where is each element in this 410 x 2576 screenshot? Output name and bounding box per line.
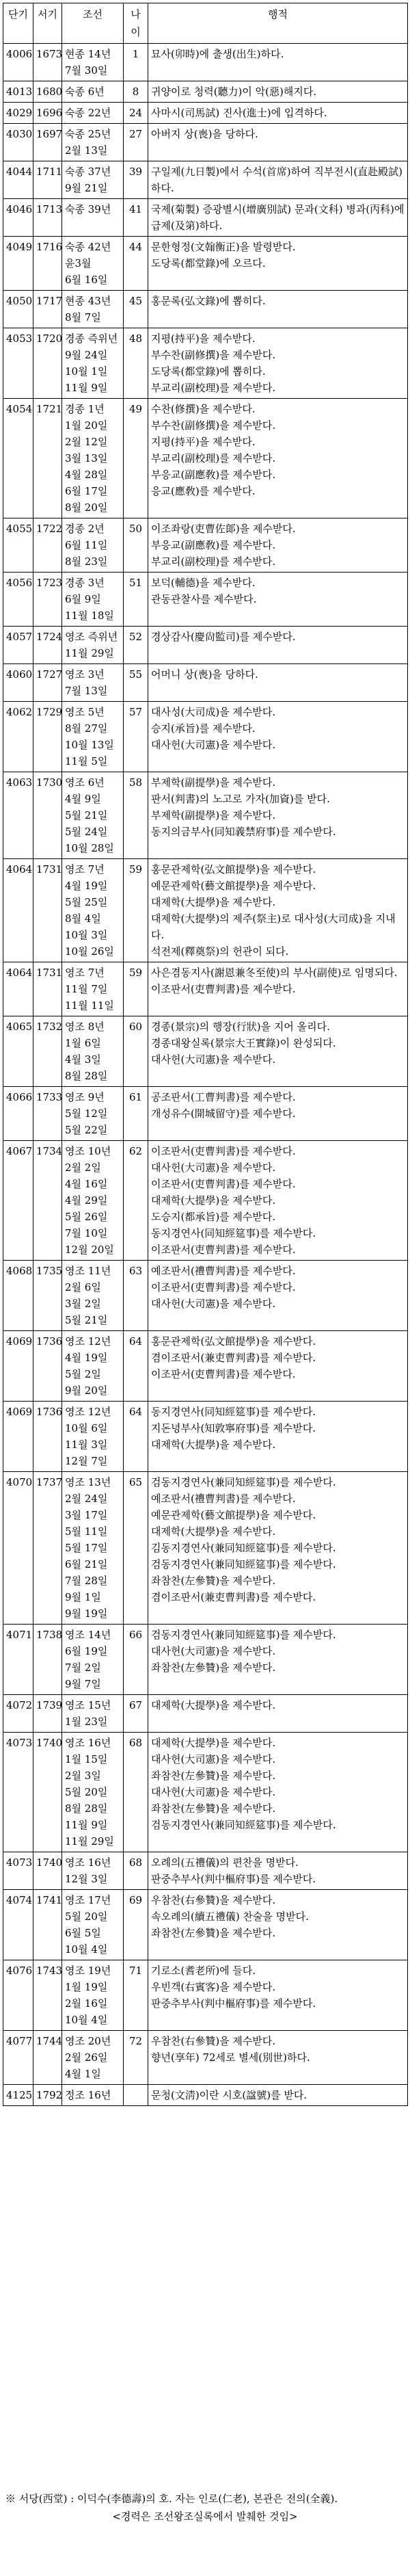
cell-events — [148, 1852, 408, 1890]
cell-age: 67 — [124, 1695, 148, 1733]
event-line: 좌참찬(左參贊)을 제수받다. — [151, 1575, 276, 1587]
cell-age: 59 — [124, 859, 148, 962]
cell-seogi: 1713 — [33, 199, 62, 237]
cell-joseon: 경종 즉위년 9월 24일 10월 1일 11월 9일 — [62, 328, 124, 399]
event-line: 동지경연사(同知經筵事)를 제수받다. — [151, 1406, 316, 1418]
event-line: 귀양이로 청력(聽力)이 악(惡)해지다. — [151, 86, 317, 98]
table-header-row — [3, 3, 408, 44]
cell-events — [148, 962, 408, 1016]
event-line: 이조판서(吏曹判書)를 제수받다. — [151, 983, 296, 995]
cell-events — [148, 1261, 408, 1331]
table-row — [3, 1087, 408, 1141]
cell-events — [148, 2031, 408, 2085]
header-joseon: 조선 — [62, 3, 124, 44]
table-row — [3, 44, 408, 81]
event-line: 묘사(卯時)에 출생(出生)하다. — [151, 48, 284, 60]
cell-events — [148, 103, 408, 124]
cell-age: 65 — [124, 1472, 148, 1625]
cell-joseon: 숙종 37년 9월 21일 — [62, 161, 124, 199]
cell-dangi: 4053 — [3, 328, 33, 399]
event-line: 응교(應敎)를 제수받다. — [151, 485, 256, 497]
event-line: 대사성(大司成)을 제수받다. — [151, 706, 276, 718]
cell-seogi: 1735 — [33, 1261, 62, 1331]
cell-events — [148, 44, 408, 81]
cell-age: 64 — [124, 1331, 148, 1402]
event-line: 도당록(都堂錄)에 오르다. — [151, 257, 266, 270]
cell-joseon: 영조 13년 2월 24일 3월 17일 5월 11일 5월 17일 6월 21일 7월 28일 9월 1일 9월 19일 — [62, 1472, 124, 1625]
cell-seogi: 1736 — [33, 1331, 62, 1402]
cell-events — [148, 1016, 408, 1087]
cell-joseon: 정조 16년 — [62, 2085, 124, 2106]
cell-events — [148, 124, 408, 161]
table-row — [3, 2031, 408, 2085]
event-line: 홍문관제학(弘文館提學)을 제수받다. — [151, 1335, 316, 1348]
table-body — [3, 44, 408, 2106]
event-line: 홍문관제학(弘文館提學)을 제수받다. — [151, 863, 316, 876]
cell-dangi: 4071 — [3, 1625, 33, 1695]
event-line: 이조좌랑(吏曹佐郞)을 제수받다. — [151, 523, 296, 535]
cell-joseon: 경종 2년 6월 11일 8월 23일 — [62, 518, 124, 573]
cell-seogi: 1721 — [33, 399, 62, 518]
cell-seogi: 1734 — [33, 1141, 62, 1261]
table-row — [3, 328, 408, 399]
cell-seogi: 1737 — [33, 1472, 62, 1625]
cell-seogi: 1736 — [33, 1402, 62, 1472]
event-line: 판중추부사(判中樞府事)를 제수받다. — [151, 1873, 316, 1885]
table-row — [3, 1331, 408, 1402]
cell-age: 8 — [124, 81, 148, 103]
cell-joseon: 영조 11년 2월 6일 3월 2일 5월 21일 — [62, 1261, 124, 1331]
cell-dangi: 4054 — [3, 399, 33, 518]
event-line: 예문관제학(藝文館提學)을 제수받다. — [151, 880, 316, 892]
table-row — [3, 702, 408, 772]
cell-age: 71 — [124, 1960, 148, 2031]
cell-age: 61 — [124, 1087, 148, 1141]
cell-dangi: 4060 — [3, 664, 33, 702]
event-line: 겸이조판서(兼吏曹判書)를 제수받다. — [151, 1352, 316, 1364]
table-row — [3, 2085, 408, 2106]
event-line: 우참찬(右參贊)을 제수받다. — [151, 2035, 276, 2047]
cell-joseon: 영조 10년 2월 2일 4월 16일 4월 29일 5월 26일 7월 10일 12월 20일 — [62, 1141, 124, 1261]
event-line: 이조판서(吏曹判書)를 제수받다. — [151, 1281, 296, 1293]
cell-dangi: 4076 — [3, 1960, 33, 2031]
table-row — [3, 962, 408, 1016]
table-row — [3, 161, 408, 199]
event-line: 구일제(九日製)에서 수석(首席)하여 직부전시(直赴殿試)하다. — [151, 166, 403, 194]
table-row — [3, 1960, 408, 2031]
cell-seogi: 1716 — [33, 237, 62, 291]
cell-joseon: 영조 16년 12월 3일 — [62, 1852, 124, 1890]
cell-joseon: 영조 9년 5월 12일 5월 22일 — [62, 1087, 124, 1141]
event-line: 부교리(副校理)를 제수받다. — [151, 555, 276, 568]
table-row — [3, 772, 408, 859]
event-line: 검동지경연사(兼同知經筵事)를 제수받다. — [151, 1629, 336, 1641]
event-line: 부제학(副提學)을 제수받다. — [151, 776, 276, 789]
cell-events — [148, 1960, 408, 2031]
cell-dangi: 4069 — [3, 1402, 33, 1472]
cell-joseon: 영조 17년 5월 20일 6월 5일 10월 4일 — [62, 1890, 124, 1960]
event-line: 판중추부사(判中樞府事)를 제수받다. — [151, 1997, 316, 2010]
cell-dangi: 4073 — [3, 1852, 33, 1890]
event-line: 부응교(副應敎)를 제수받다. — [151, 539, 276, 551]
cell-age: 41 — [124, 199, 148, 237]
cell-joseon: 영조 5년 8월 27일 10월 13일 11월 5일 — [62, 702, 124, 772]
cell-joseon: 영조 6년 4월 9일 5월 21일 5월 24일 10월 28일 — [62, 772, 124, 859]
event-line: 검동지경연사(兼同知經筵事)를 제수받다. — [151, 1476, 336, 1488]
cell-joseon: 영조 14년 6월 19일 7월 2일 9월 7일 — [62, 1625, 124, 1695]
cell-dangi: 4055 — [3, 518, 33, 573]
table-row — [3, 1625, 408, 1695]
cell-events — [148, 1331, 408, 1402]
cell-seogi: 1697 — [33, 124, 62, 161]
cell-events — [148, 664, 408, 702]
cell-seogi: 1733 — [33, 1087, 62, 1141]
table-row — [3, 1261, 408, 1331]
table-row — [3, 1890, 408, 1960]
header-dangi: 단기 — [3, 3, 33, 44]
cell-joseon: 경종 1년 1월 20일 2월 12일 3월 13일 4월 28일 6월 17일 8월 20일 — [62, 399, 124, 518]
cell-events — [148, 237, 408, 291]
cell-dangi: 4050 — [3, 291, 33, 328]
cell-seogi: 1731 — [33, 962, 62, 1016]
event-line: 사마시(司馬試) 진사(進士)에 입격하다. — [151, 107, 327, 119]
cell-events — [148, 199, 408, 237]
header-age: 나이 — [124, 3, 148, 44]
cell-joseon: 현종 43년 8월 7일 — [62, 291, 124, 328]
chronology-table — [3, 3, 408, 2106]
cell-dangi: 4056 — [3, 573, 33, 627]
event-line: 부교리(副校理)를 제수받다. — [151, 382, 276, 394]
cell-seogi: 1792 — [33, 2085, 62, 2106]
cell-age: 57 — [124, 702, 148, 772]
cell-joseon: 영조 12년 4월 19일 5월 2일 9월 20일 — [62, 1331, 124, 1402]
cell-joseon: 숙종 22년 — [62, 103, 124, 124]
event-line: 보덕(輔德)을 제수받다. — [151, 577, 256, 589]
table-row — [3, 1472, 408, 1625]
footnote-line: ※ 서당(西堂) : 이덕수(李德壽)의 호. 자는 인로(仁老), 본관은 전의(全義). — [5, 2493, 338, 2505]
table-row — [3, 81, 408, 103]
table-row — [3, 1733, 408, 1852]
cell-age: 68 — [124, 1733, 148, 1852]
event-line: 동지의금부사(同知義禁府事)를 제수받다. — [151, 826, 336, 838]
event-line: 대제학(大提學)을 제수받다. — [151, 1737, 276, 1749]
cell-seogi: 1720 — [33, 328, 62, 399]
event-line: 지평(持平)을 제수받다. — [151, 436, 256, 448]
cell-age: 44 — [124, 237, 148, 291]
cell-events — [148, 291, 408, 328]
event-line: 문청(文淸)이란 시호(諡號)를 받다. — [151, 2089, 308, 2101]
cell-age: 59 — [124, 962, 148, 1016]
event-line: 좌참찬(左參贊)을 제수받다. — [151, 1770, 276, 1782]
event-line: 부제학(副提學)을 제수받다. — [151, 809, 276, 822]
cell-seogi: 1744 — [33, 2031, 62, 2085]
event-line: 대제학(大提學)을 제수받다. — [151, 1438, 276, 1451]
cell-events — [148, 1733, 408, 1852]
event-line: 우참찬(右參贊)을 제수받다. — [151, 1894, 276, 1906]
event-line: 수찬(修撰)을 제수받다. — [151, 403, 256, 415]
event-line: 대사헌(大司憲)을 제수받다. — [151, 1053, 276, 1066]
cell-age: 69 — [124, 1890, 148, 1960]
footnotes — [5, 2490, 405, 2525]
cell-joseon: 영조 7년 11월 7일 11월 11일 — [62, 962, 124, 1016]
event-line: 어머니 상(喪)을 당하다. — [151, 668, 258, 681]
table-row — [3, 1852, 408, 1890]
cell-age: 49 — [124, 399, 148, 518]
event-line: 부수찬(副修撰)을 제수받다. — [151, 349, 276, 361]
cell-joseon: 숙종 39년 — [62, 199, 124, 237]
cell-seogi: 1722 — [33, 518, 62, 573]
cell-age: 58 — [124, 772, 148, 859]
table-row — [3, 1402, 408, 1472]
cell-events — [148, 1087, 408, 1141]
header-seogi: 서기 — [33, 3, 62, 44]
cell-dangi: 4065 — [3, 1016, 33, 1087]
cell-dangi: 4029 — [3, 103, 33, 124]
cell-events — [148, 772, 408, 859]
cell-seogi: 1731 — [33, 859, 62, 962]
event-line: 이조판서(吏曹判書)를 제수받다. — [151, 1178, 296, 1190]
event-line: 대제학(大提學)의 제주(祭主)로 대사성(大司成)을 지내다. — [151, 912, 396, 941]
table-row — [3, 103, 408, 124]
cell-dangi: 4063 — [3, 772, 33, 859]
cell-dangi: 4006 — [3, 44, 33, 81]
cell-dangi: 4073 — [3, 1733, 33, 1852]
cell-dangi: 4074 — [3, 1890, 33, 1960]
cell-events — [148, 161, 408, 199]
event-line: 도승지(都承旨)를 제수받다. — [151, 1211, 276, 1223]
cell-seogi: 1730 — [33, 772, 62, 859]
cell-dangi: 4070 — [3, 1472, 33, 1625]
event-line: 공조판서(工曹判書)를 제수받다. — [151, 1091, 296, 1103]
cell-seogi: 1727 — [33, 664, 62, 702]
event-line: 동지경연사(同知經筵事)를 제수받다. — [151, 1227, 316, 1239]
cell-seogi: 1711 — [33, 161, 62, 199]
cell-joseon: 영조 20년 2월 26일 4월 1일 — [62, 2031, 124, 2085]
cell-seogi: 1740 — [33, 1733, 62, 1852]
cell-events — [148, 1625, 408, 1695]
event-line: 좌참찬(左參贊)을 제수받다. — [151, 1661, 276, 1674]
cell-seogi: 1740 — [33, 1852, 62, 1890]
cell-age — [124, 2085, 148, 2106]
cell-events — [148, 1402, 408, 1472]
event-line: 도당록(都堂錄)에 뽑히다. — [151, 365, 266, 378]
cell-events — [148, 328, 408, 399]
cell-joseon: 현종 14년 7월 30일 — [62, 44, 124, 81]
event-line: 대제학(大提學)을 제수받다. — [151, 896, 276, 908]
cell-joseon: 숙종 6년 — [62, 81, 124, 103]
cell-dangi: 4064 — [3, 962, 33, 1016]
event-line: 좌참찬(左參贊)을 제수받다. — [151, 1927, 276, 1939]
cell-age: 63 — [124, 1261, 148, 1331]
table-row — [3, 664, 408, 702]
event-line: 검동지경연사(兼同知經筵事)를 제수받다. — [151, 1819, 336, 1831]
event-line: 부교리(副校理)를 제수받다. — [151, 452, 276, 464]
event-line: 김동지경연사(兼同知經筵事)를 제수받다. — [151, 1542, 336, 1554]
cell-seogi: 1680 — [33, 81, 62, 103]
table-row — [3, 399, 408, 518]
cell-age: 45 — [124, 291, 148, 328]
event-line: 좌참찬(左參贊)을 제수받다. — [151, 1802, 276, 1815]
event-line: 오례의(五禮儀)의 편찬을 명받다. — [151, 1856, 299, 1869]
event-line: 대사헌(大司憲)을 제수받다. — [151, 1753, 276, 1765]
table-row — [3, 199, 408, 237]
cell-joseon: 숙종 42년 윤3월 6월 16일 — [62, 237, 124, 291]
cell-dangi: 4067 — [3, 1141, 33, 1261]
event-line: 대사헌(大司憲)을 제수받다. — [151, 1645, 276, 1657]
cell-age: 39 — [124, 161, 148, 199]
cell-age: 60 — [124, 1016, 148, 1087]
cell-events — [148, 859, 408, 962]
cell-dangi: 4013 — [3, 81, 33, 103]
event-line: 우빈객(右賓客)을 제수받다. — [151, 1981, 276, 1993]
cell-joseon: 영조 3년 7월 13일 — [62, 664, 124, 702]
cell-seogi: 1732 — [33, 1016, 62, 1087]
event-line: 이조판서(吏曹判書)를 제수받다. — [151, 1244, 296, 1256]
cell-events — [148, 1890, 408, 1960]
event-line: 기로소(耆老所)에 들다. — [151, 1964, 256, 1977]
cell-seogi: 1743 — [33, 1960, 62, 2031]
cell-age: 24 — [124, 103, 148, 124]
event-line: 대사헌(大司憲)을 제수받다. — [151, 1161, 276, 1174]
cell-age: 62 — [124, 1141, 148, 1261]
event-line: 이조판서(吏曹判書)를 제수받다. — [151, 1145, 296, 1157]
event-line: 부수찬(副修撰)을 제수받다. — [151, 419, 276, 432]
cell-dangi: 4057 — [3, 627, 33, 664]
event-line: 개성유수(開城留守)를 제수받다. — [151, 1107, 296, 1120]
event-line: 부응교(副應敎)를 제수받다. — [151, 469, 276, 481]
event-line: 지평(持平)을 제수받다. — [151, 332, 256, 345]
cell-seogi: 1741 — [33, 1890, 62, 1960]
cell-events — [148, 81, 408, 103]
event-line: 문한형정(文翰衡正)을 발령받다. — [151, 241, 296, 253]
event-line: 아버지 상(喪)을 당하다. — [151, 128, 258, 140]
cell-dangi: 4062 — [3, 702, 33, 772]
cell-joseon: 영조 16년 1월 15일 2월 3일 5월 20일 8월 28일 11월 9일 11월 29일 — [62, 1733, 124, 1852]
event-line: 경상감사(慶尙監司)를 제수받다. — [151, 631, 296, 643]
event-line: 예조판서(禮曹判書)를 제수받다. — [151, 1493, 296, 1505]
table-row — [3, 1016, 408, 1087]
event-line: 대사헌(大司憲)을 제수받다. — [151, 739, 276, 751]
event-line: 대제학(大提學)을 제수받다. — [151, 1194, 276, 1207]
table-row — [3, 1141, 408, 1261]
cell-dangi: 4049 — [3, 237, 33, 291]
event-line: 대제학(大提學)을 제수받다. — [151, 1525, 276, 1538]
cell-joseon: 영조 15년 1월 23일 — [62, 1695, 124, 1733]
table-row — [3, 1695, 408, 1733]
cell-events — [148, 2085, 408, 2106]
event-line: 경종(景宗)의 행장(行狀)을 지어 올리다. — [151, 1021, 330, 1033]
cell-age: 68 — [124, 1852, 148, 1890]
event-line: 대제학(大提學)을 제수받다. — [151, 1699, 276, 1711]
event-line: 대사헌(大司憲)을 제수받다. — [151, 1786, 276, 1798]
cell-joseon: 영조 19년 1월 19일 2월 16일 10월 4일 — [62, 1960, 124, 2031]
event-line: 관동관찰사를 제수받다. — [151, 593, 257, 605]
cell-age: 27 — [124, 124, 148, 161]
cell-seogi: 1717 — [33, 291, 62, 328]
cell-age: 55 — [124, 664, 148, 702]
cell-age: 52 — [124, 627, 148, 664]
event-line: 겸이조판서(兼吏曹判書)를 제수받다. — [151, 1591, 316, 1603]
table-row — [3, 573, 408, 627]
cell-events — [148, 1695, 408, 1733]
event-line: 예조판서(禮曹判書)를 제수받다. — [151, 1265, 296, 1277]
cell-events — [148, 1141, 408, 1261]
cell-dangi: 4068 — [3, 1261, 33, 1331]
cell-seogi: 1723 — [33, 573, 62, 627]
cell-age: 50 — [124, 518, 148, 573]
event-line: 홍문록(弘文錄)에 뽑히다. — [151, 295, 266, 307]
cell-dangi: 4046 — [3, 199, 33, 237]
cell-joseon: 영조 7년 4월 19일 5월 25일 8월 4일 10월 3일 10월 26일 — [62, 859, 124, 962]
table-row — [3, 859, 408, 962]
cell-events — [148, 518, 408, 573]
cell-dangi: 4066 — [3, 1087, 33, 1141]
event-line: 승지(承旨)를 제수받다. — [151, 722, 256, 735]
cell-events — [148, 627, 408, 664]
table-row — [3, 518, 408, 573]
cell-seogi: 1673 — [33, 44, 62, 81]
cell-dangi: 4072 — [3, 1695, 33, 1733]
event-line: 석전제(釋奠祭)의 헌관이 되다. — [151, 945, 289, 958]
event-line: 판서(判書)의 노고로 가자(加資)를 받다. — [151, 793, 330, 805]
table-row — [3, 124, 408, 161]
event-line: 검동지경연사(兼同知經筵事)를 제수받다. — [151, 1558, 336, 1570]
cell-seogi: 1738 — [33, 1625, 62, 1695]
header-events: 행적 — [148, 3, 408, 44]
event-line: 대사헌(大司憲)을 제수받다. — [151, 1298, 276, 1310]
cell-age: 66 — [124, 1625, 148, 1695]
cell-events — [148, 702, 408, 772]
cell-age: 64 — [124, 1402, 148, 1472]
cell-events — [148, 573, 408, 627]
cell-seogi: 1696 — [33, 103, 62, 124]
event-line: 예문관제학(藝文館提學)을 제수받다. — [151, 1509, 316, 1521]
cell-joseon: 영조 8년 1월 6일 4월 3일 8월 28일 — [62, 1016, 124, 1087]
cell-age: 72 — [124, 2031, 148, 2085]
cell-seogi: 1739 — [33, 1695, 62, 1733]
event-line: 국제(菊製) 증광별시(增廣別試) 문과(文科) 병과(丙科)에 급제(及第)하다. — [151, 203, 405, 232]
cell-age: 48 — [124, 328, 148, 399]
event-line: 경종대왕실록(景宗大王實錄)이 완성되다. — [151, 1037, 336, 1049]
footnote-source: <경력은 조선왕조실록에서 발췌한 것임> — [112, 2510, 298, 2523]
cell-joseon: 영조 즉위년 11월 29일 — [62, 627, 124, 664]
cell-age: 51 — [124, 573, 148, 627]
cell-joseon: 경종 3년 6월 9일 11월 18일 — [62, 573, 124, 627]
event-line: 속오례의(續五禮儀) 찬술을 명받다. — [151, 1910, 309, 1923]
cell-joseon: 숙종 25년 2월 13일 — [62, 124, 124, 161]
cell-dangi: 4044 — [3, 161, 33, 199]
event-line: 이조판서(吏曹判書)를 제수받다. — [151, 1368, 296, 1380]
cell-events — [148, 1472, 408, 1625]
cell-age: 1 — [124, 44, 148, 81]
cell-seogi: 1724 — [33, 627, 62, 664]
event-line: 향년(享年) 72세로 별세(別世)하다. — [151, 2051, 310, 2064]
table-row — [3, 627, 408, 664]
cell-dangi: 4077 — [3, 2031, 33, 2085]
event-line: 사은겸동지사(謝恩兼冬至使)의 부사(副使)로 임명되다. — [151, 967, 398, 979]
cell-dangi: 4069 — [3, 1331, 33, 1402]
cell-seogi: 1729 — [33, 702, 62, 772]
event-line: 지돈녕부사(知敦寧府事)를 제수받다. — [151, 1422, 316, 1434]
cell-events — [148, 399, 408, 518]
cell-dangi: 4125 — [3, 2085, 33, 2106]
cell-dangi: 4030 — [3, 124, 33, 161]
cell-joseon: 영조 12년 10월 6일 11월 3일 12월 7일 — [62, 1402, 124, 1472]
cell-dangi: 4064 — [3, 859, 33, 962]
table-row — [3, 237, 408, 291]
table-row — [3, 291, 408, 328]
